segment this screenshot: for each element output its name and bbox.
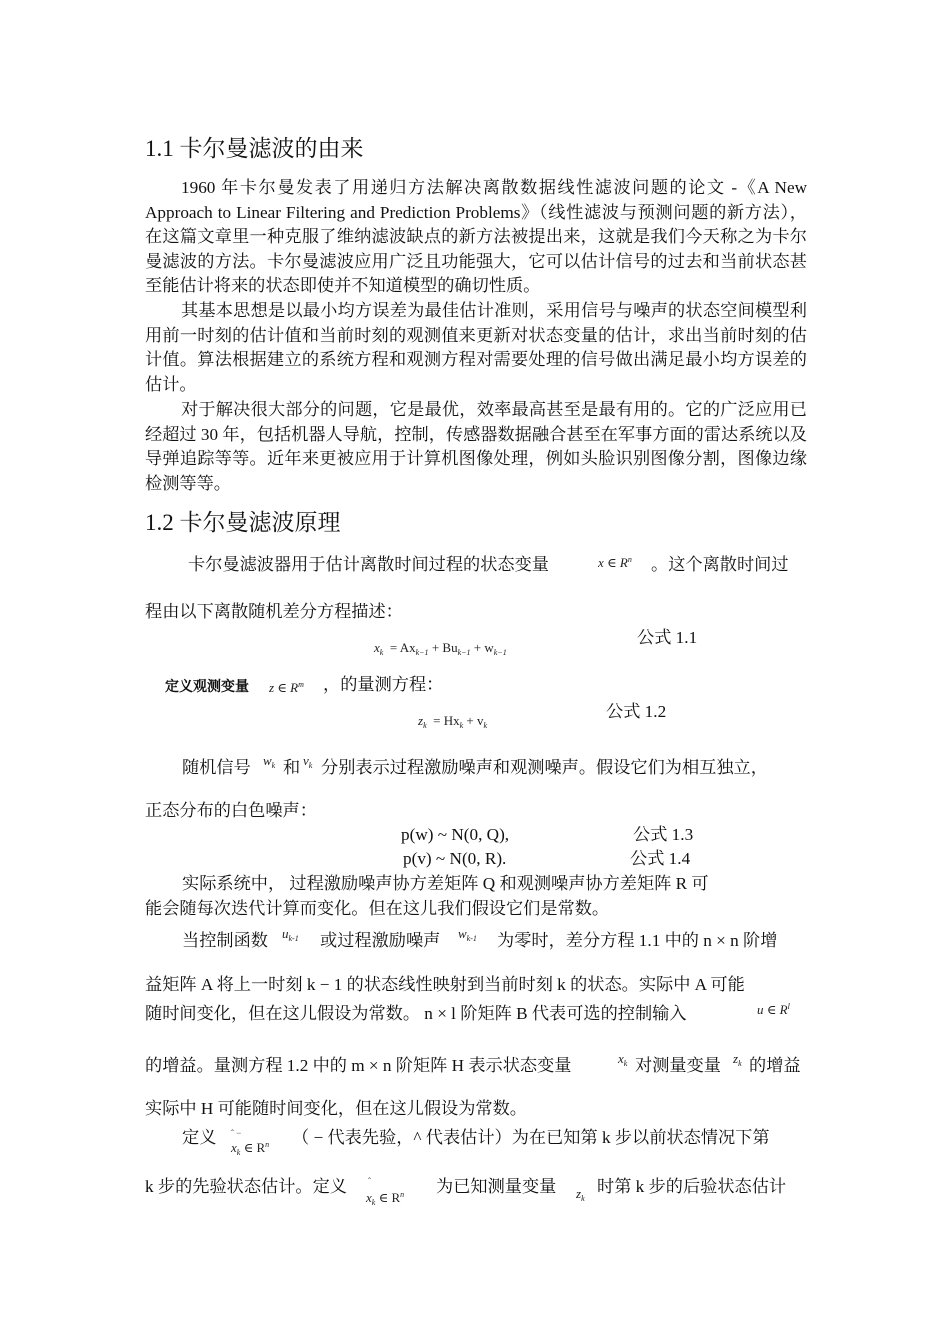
covariance-text-b: 能会随每次迭代计算而变化。但在这儿我们假设它们是常数。 — [145, 899, 610, 918]
gain-text-a: 的增益。量测方程 1.2 中的 m × n 阶矩阵 H 表示状态变量 — [145, 1056, 572, 1075]
control-text-b: 或过程激励噪声 — [320, 931, 441, 950]
noise-text-a: 随机信号 — [182, 758, 251, 777]
equation-1-2: $z_k = Hx_k + v_k$ — [418, 713, 488, 730]
intro-text-c: 程由以下离散随机差分方程描述： — [145, 602, 403, 621]
paragraph-origin: 1960 年卡尔曼发表了用递归方法解决离散数据线性滤波问题的论文 -《A New Approach to Linear Filtering and Prediction Problems》（线性滤波与预测问题的新方法），在这篇文章里一种克服了维纳滤波缺点的新方法被提出来，这就是我们今天称之为卡尔曼滤波的方法。卡尔曼滤波应用广泛且功能强大，它可以估计信号的过去和当前状态甚至能估计将来的状态即使并不知道模型的确切性质。 — [145, 178, 807, 296]
post-mark: ˆ — [368, 1176, 371, 1186]
math-v-k: $v_k$ — [303, 753, 313, 770]
intro-text-a: 卡尔曼滤波器用于估计离散时间过程的状态变量 — [188, 555, 549, 574]
section-heading-1-1: 1.1 卡尔曼滤波的由来 — [145, 136, 364, 161]
control-text-c: 为零时，差分方程 1.1 中的 n × n 阶增 — [497, 931, 778, 950]
paragraph-basic-idea: 其基本思想是以最小均方误差为最佳估计准则，采用信号与噪声的状态空间模型利用前一时刻的估计值和当前时刻的观测值来更新对状态变量的估计，求出当前时刻的估计值。算法根据建立的系统方程和观测方程对需要处理的信号做出满足最小均方误差的估计。 — [145, 301, 807, 394]
intro-text-b: 。这个离散时间过 — [651, 555, 789, 574]
paragraph-applications: 对于解决很大部分的问题，它是最优，效率最高甚至是最有用的。它的广泛应用已经超过 30 年，包括机器人导航，控制，传感器数据融合甚至在军事方面的雷达系统以及导弹追踪等等。近年来更被应用于计算机图像处理，例如头脸识别图像分割，图像边缘检测等等。 — [145, 400, 807, 493]
control-text-a: 当控制函数 — [182, 931, 268, 950]
equation-1-3: p(w) ~ N(0, Q), — [401, 825, 510, 844]
math-prior-estimate: $x_k$ ∈ $R^n$ — [231, 1140, 270, 1157]
noise-text-c: 正态分布的白色噪声： — [145, 801, 317, 820]
define-prior-text-a: 定义 — [182, 1128, 217, 1147]
math-z-k-post: $z_k$ — [576, 1186, 585, 1203]
math-u-in-rl: u ∈ $R^l$ — [757, 1002, 790, 1017]
math-w-k: $w_k$ — [263, 753, 276, 770]
section-heading-1-2: 1.2 卡尔曼滤波原理 — [145, 510, 341, 535]
define-observation-bold: 定义观测变量 — [165, 679, 249, 695]
math-posterior-estimate: $x_k$ ∈ $R^n$ — [366, 1190, 405, 1207]
define-post-text-d: 为已知测量变量 — [436, 1177, 557, 1196]
noise-text-and: 和 — [283, 758, 301, 777]
control-text-e: 随时间变化，但在这儿假设为常数。 n × l 阶矩阵 B 代表可选的控制输入 — [145, 1004, 687, 1023]
control-text-d: 益矩阵 A 将上一时刻 k − 1 的状态线性映射到当前时刻 k 的状态。实际中 A 可能 — [145, 975, 745, 994]
equation-1-1: $x_k = Ax_{k-1} + Bu_{k-1} + w_{k-1}$ — [374, 640, 507, 657]
math-z-k: $z_k$ — [733, 1051, 742, 1068]
covariance-text-a: 实际系统中， 过程激励噪声协方差矩阵 Q 和观测噪声协方差矩阵 R 可 — [182, 874, 709, 893]
gain-text-c: 的增益 — [749, 1056, 801, 1075]
equation-1-3-label: 公式 1.3 — [633, 825, 694, 844]
gain-text-d: 实际中 H 可能随时间变化，但在这儿假设为常数。 — [145, 1099, 527, 1118]
define-post-text-c: k 步的先验状态估计。定义 — [145, 1177, 347, 1196]
equation-1-4: p(v) ~ N(0, R). — [403, 849, 507, 868]
equation-1-2-label: 公式 1.2 — [606, 702, 667, 721]
equation-1-1-label: 公式 1.1 — [637, 628, 698, 647]
math-u-k-1: $u_{k-1}$ — [282, 926, 299, 943]
define-prior-text-b: （ − 代表先验，^ 代表估计）为在已知第 k 步以前状态情况下第 — [292, 1128, 770, 1147]
math-z-in-rm: z ∈ $R^m$ — [269, 680, 304, 695]
math-x-in-rn: x ∈ $R^n$ — [598, 555, 632, 570]
gain-text-b: 对测量变量 — [635, 1056, 721, 1075]
prior-mark: ˆ − — [231, 1128, 242, 1138]
define-observation-rest: ，的量测方程： — [323, 675, 444, 694]
noise-text-b: 分别表示过程激励噪声和观测噪声。假设它们为相互独立， — [321, 758, 768, 777]
define-post-text-e: 时第 k 步的后验状态估计 — [597, 1177, 787, 1196]
math-x-k: $x_k$ — [618, 1051, 628, 1068]
equation-1-4-label: 公式 1.4 — [630, 849, 691, 868]
math-w-k-1: $w_{k-1}$ — [458, 926, 477, 943]
